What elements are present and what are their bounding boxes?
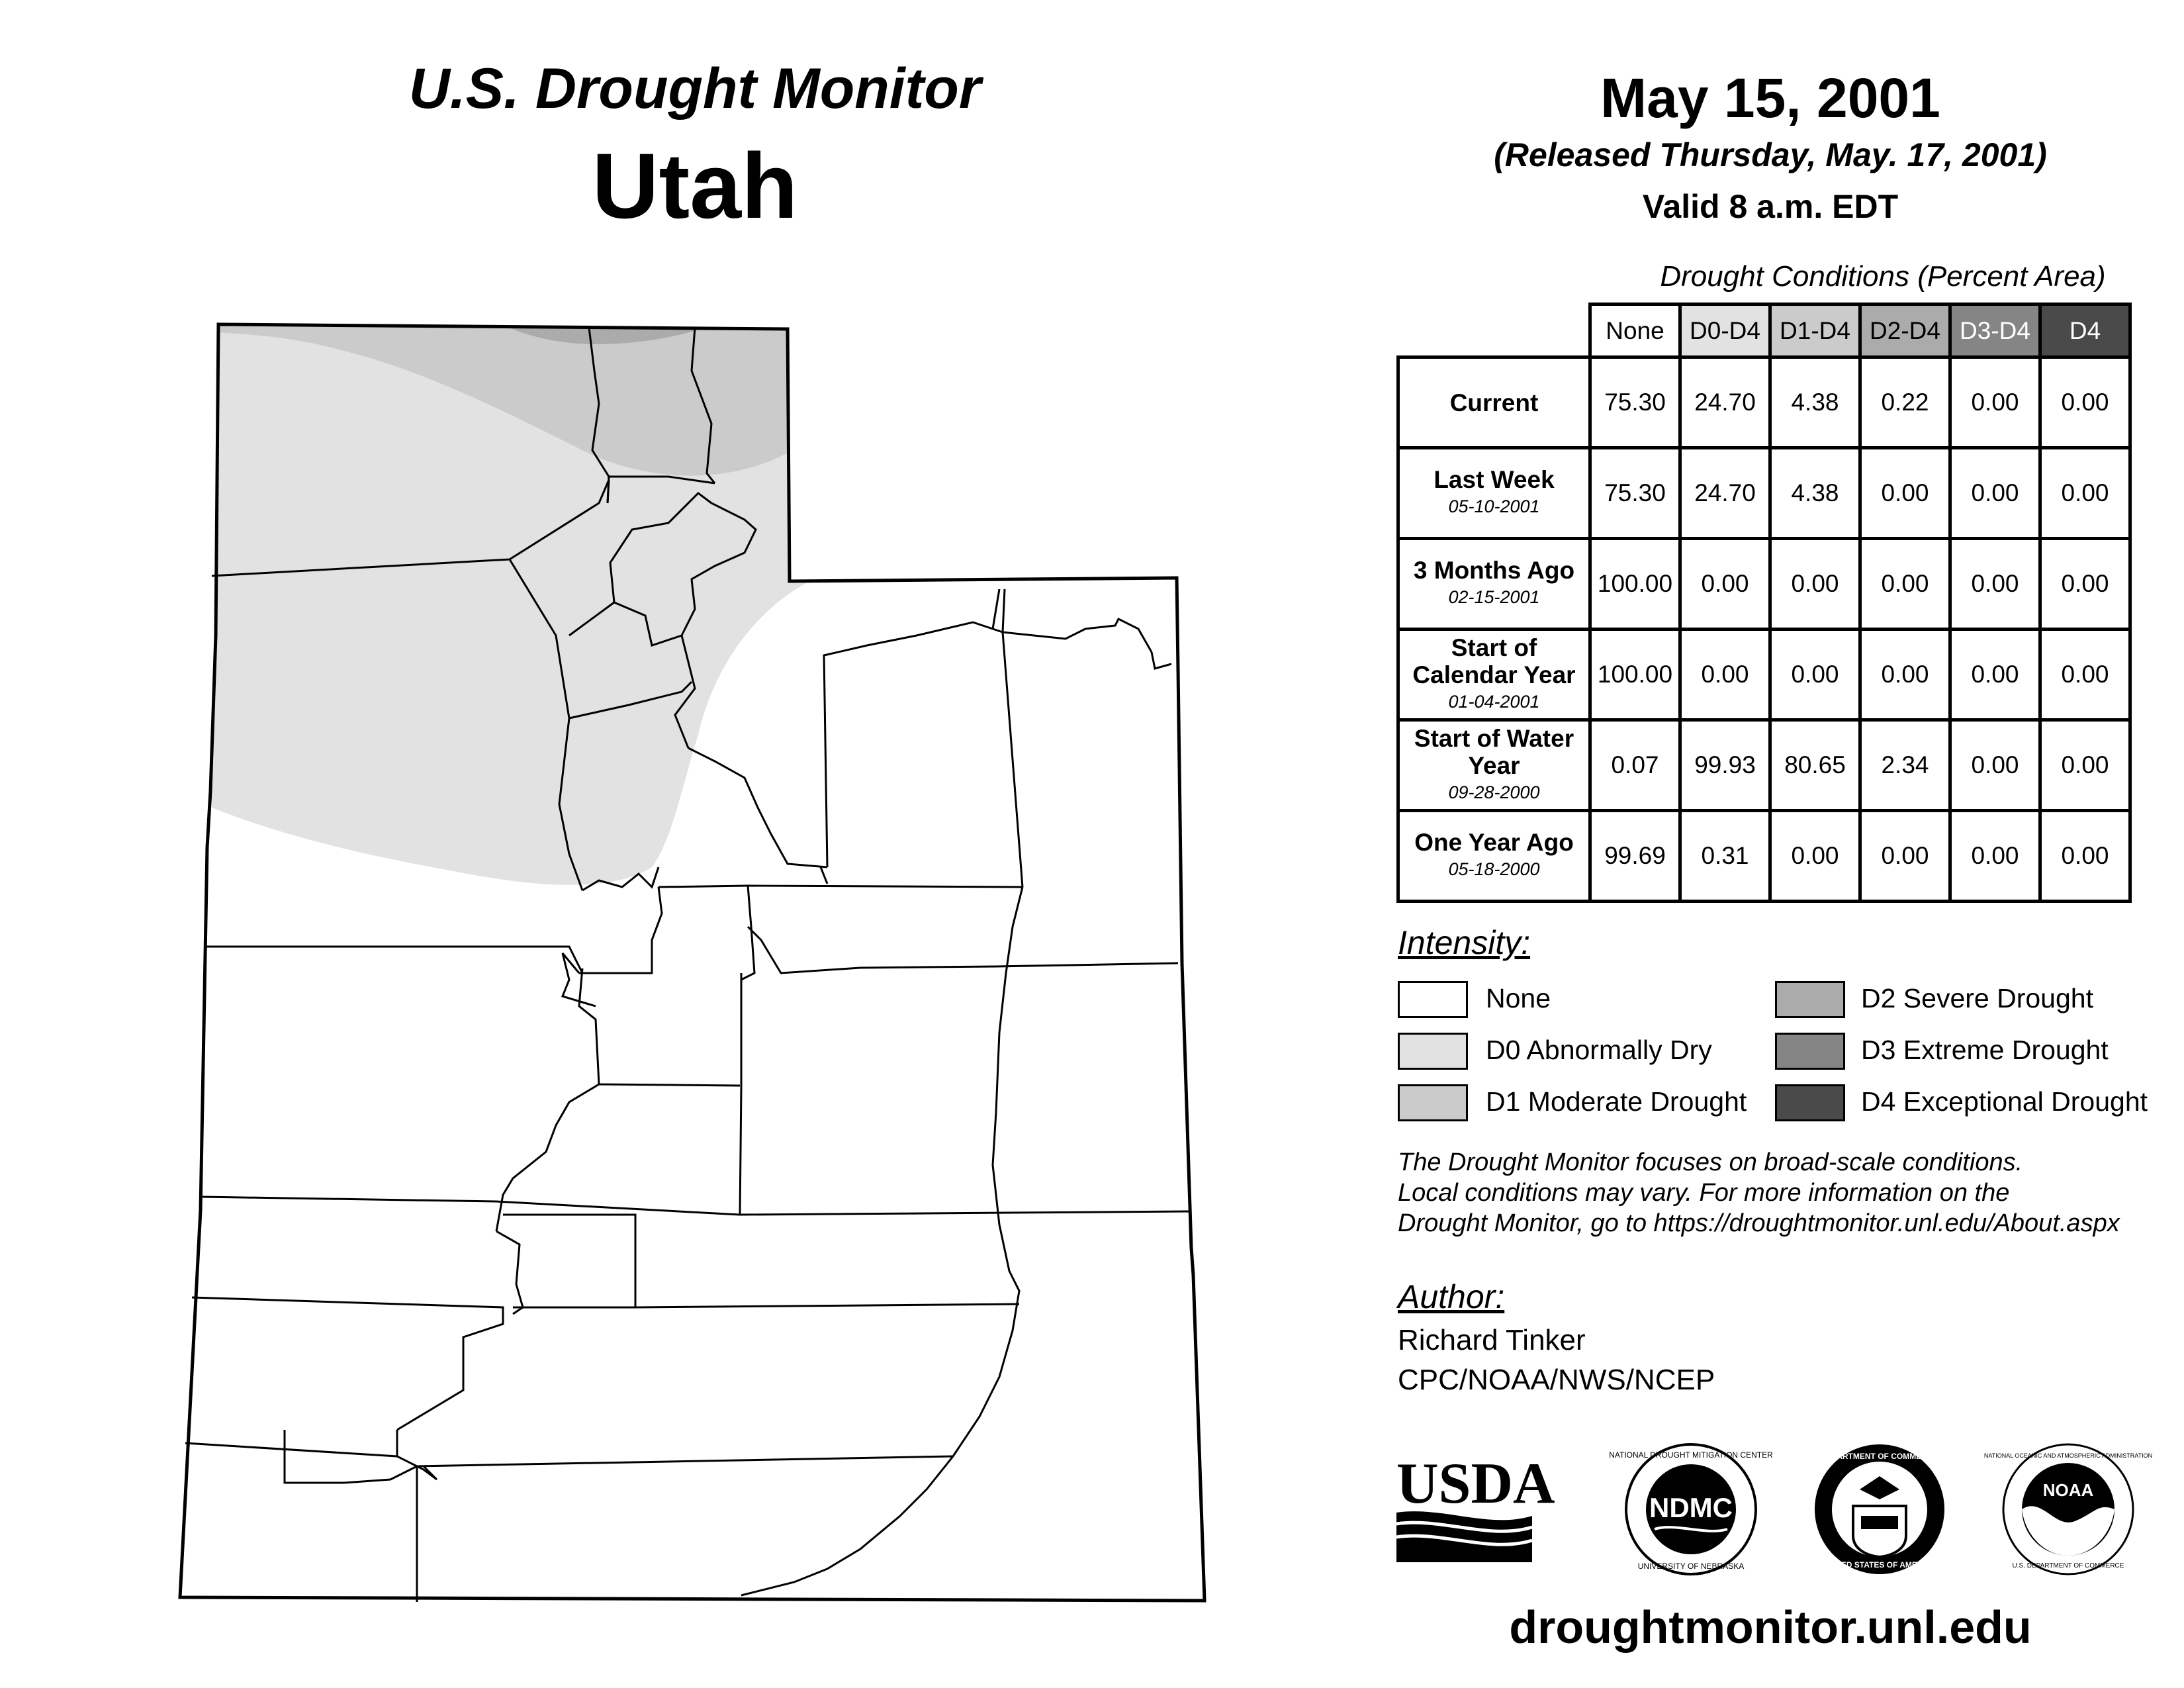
- row-title: One Year Ago: [1414, 829, 1574, 856]
- table-cell: 4.38: [1770, 357, 1860, 448]
- commerce-ring-top-text: DEPARTMENT OF COMMERCE: [1821, 1452, 1938, 1461]
- table-row: [1398, 539, 2130, 630]
- noaa-ring-bottom-text: U.S. DEPARTMENT OF COMMERCE: [2012, 1562, 2124, 1570]
- row-date: 05-10-2001: [1448, 496, 1540, 516]
- row-label: [1398, 448, 1590, 539]
- row-title: Current: [1449, 389, 1539, 416]
- valid-time: Valid 8 a.m. EDT: [1642, 188, 1899, 225]
- noaa-ring-top-text: NATIONAL OCEANIC AND ATMOSPHERIC ADMINISTRATION: [1983, 1452, 2153, 1459]
- table-row: [1398, 357, 2130, 448]
- agency-logos: [1390, 1443, 2184, 1582]
- col-header-d4: D4: [2040, 305, 2130, 357]
- usda-logo-text: USDA: [1396, 1452, 1555, 1516]
- col-header-d0-d4: D0-D4: [1680, 305, 1770, 357]
- usda-logo: [1396, 1452, 1555, 1562]
- row-date: 09-28-2000: [1448, 782, 1540, 802]
- table-cell: 0.00: [1770, 539, 1860, 630]
- table-row: [1398, 448, 2130, 539]
- table-cell: 100.00: [1590, 630, 1680, 720]
- commerce-seal: [1815, 1444, 1944, 1574]
- note-line: Local conditions may vary. For more information on the: [1398, 1179, 2010, 1207]
- table-row: [1398, 811, 2130, 902]
- row-title: Start of Water Year: [1414, 724, 1574, 779]
- noaa-logo-text: NOAA: [2042, 1480, 2094, 1500]
- table-cell: 0.00: [1680, 630, 1770, 720]
- table-cell: 0.00: [2040, 539, 2130, 630]
- table-cell: 2.34: [1860, 720, 1950, 811]
- table-cell: 0.00: [1950, 630, 2040, 720]
- col-header-d2-d4: D2-D4: [1860, 305, 1950, 357]
- table-cell: 0.00: [1950, 720, 2040, 811]
- legend-swatch-d3: [1775, 1033, 1845, 1070]
- table-cell: 0.07: [1590, 720, 1680, 811]
- release-date: (Released Thursday, May. 17, 2001): [1494, 136, 2047, 173]
- table-cell: 0.00: [2040, 720, 2130, 811]
- table-row: [1398, 630, 2130, 720]
- table-cell: 24.70: [1680, 357, 1770, 448]
- table-cell: 0.00: [1950, 539, 2040, 630]
- row-title: 3 Months Ago: [1413, 557, 1575, 584]
- row-label: [1398, 357, 1590, 448]
- table-corner: [1398, 305, 1590, 357]
- row-label: [1398, 539, 1590, 630]
- table-title: Drought Conditions (Percent Area): [1660, 260, 2106, 293]
- table-cell: 0.22: [1860, 357, 1950, 448]
- row-label: [1398, 720, 1590, 811]
- row-date: 01-04-2001: [1448, 691, 1540, 712]
- table-cell: 0.00: [1950, 811, 2040, 902]
- ndmc-ring-top-text: NATIONAL DROUGHT MITIGATION CENTER: [1609, 1450, 1773, 1460]
- row-date: 02-15-2001: [1448, 587, 1540, 607]
- table-cell: 100.00: [1590, 539, 1680, 630]
- table-cell: 0.00: [1860, 630, 1950, 720]
- row-title: Last Week: [1433, 466, 1555, 493]
- legend-label-none: None: [1486, 983, 1551, 1013]
- table-cell: 99.69: [1590, 811, 1680, 902]
- legend-swatch-d2: [1775, 981, 1845, 1018]
- note-line: The Drought Monitor focuses on broad-scale conditions.: [1398, 1149, 2023, 1176]
- col-header-none: None: [1590, 305, 1680, 357]
- row-label: [1398, 630, 1590, 720]
- table-cell: 0.00: [2040, 357, 2130, 448]
- table-cell: 0.00: [1680, 539, 1770, 630]
- table-cell: 0.00: [1770, 630, 1860, 720]
- ndmc-logo-text: NDMC: [1649, 1492, 1733, 1523]
- legend-title: Intensity:: [1398, 924, 1531, 961]
- ndmc-logo: [1609, 1444, 1773, 1574]
- table-cell: 0.00: [2040, 448, 2130, 539]
- table-cell: 0.00: [1950, 448, 2040, 539]
- table-cell: 0.00: [1770, 811, 1860, 902]
- table-cell: 0.31: [1680, 811, 1770, 902]
- table-cell: 0.00: [1860, 539, 1950, 630]
- row-date: 05-18-2000: [1448, 859, 1540, 879]
- author-org: CPC/NOAA/NWS/NCEP: [1398, 1364, 1715, 1396]
- table-cell: 0.00: [2040, 811, 2130, 902]
- table-cell: 75.30: [1590, 448, 1680, 539]
- monitor-title: U.S. Drought Monitor: [408, 57, 981, 120]
- legend-swatch-d0: [1398, 1033, 1468, 1070]
- legend-swatch-d4: [1775, 1084, 1845, 1121]
- row-title: Start of Calendar Year: [1412, 633, 1576, 688]
- row-label: [1398, 811, 1590, 902]
- map-date: May 15, 2001: [1600, 67, 1940, 129]
- legend-swatch-d1: [1398, 1084, 1468, 1121]
- table-cell: 0.00: [1860, 811, 1950, 902]
- table-cell: 24.70: [1680, 448, 1770, 539]
- note-line: Drought Monitor, go to https://droughtmonitor.unl.edu/About.aspx: [1398, 1209, 2120, 1237]
- commerce-ring-bottom-text: UNITED STATES OF AMERICA: [1822, 1560, 1937, 1570]
- table-cell: 99.93: [1680, 720, 1770, 811]
- website-link[interactable]: droughtmonitor.unl.edu: [1509, 1601, 2032, 1653]
- table-cell: 4.38: [1770, 448, 1860, 539]
- disclaimer-note: [1398, 1147, 2179, 1239]
- drought-conditions-table: [1396, 303, 2132, 903]
- col-header-d1-d4: D1-D4: [1770, 305, 1860, 357]
- legend-label-d2: D2 Severe Drought: [1861, 983, 2093, 1013]
- noaa-logo: [1984, 1444, 2152, 1574]
- legend-label-d3: D3 Extreme Drought: [1861, 1035, 2109, 1065]
- author-title: Author:: [1398, 1278, 1505, 1315]
- legend-label-d0: D0 Abnormally Dry: [1486, 1035, 1712, 1065]
- legend-label-d4: D4 Exceptional Drought: [1861, 1086, 2148, 1117]
- col-header-d3-d4: D3-D4: [1950, 305, 2040, 357]
- table-cell: 0.00: [1860, 448, 1950, 539]
- table-cell: 0.00: [1950, 357, 2040, 448]
- author-name: Richard Tinker: [1398, 1324, 1586, 1356]
- ndmc-ring-bottom-text: UNIVERSITY OF NEBRASKA: [1637, 1562, 1745, 1571]
- state-title: Utah: [592, 134, 798, 238]
- table-row: [1398, 720, 2130, 811]
- legend-swatch-none: [1398, 981, 1468, 1018]
- table-cell: 0.00: [2040, 630, 2130, 720]
- table-cell: 80.65: [1770, 720, 1860, 811]
- table-cell: 75.30: [1590, 357, 1680, 448]
- legend-label-d1: D1 Moderate Drought: [1486, 1086, 1747, 1117]
